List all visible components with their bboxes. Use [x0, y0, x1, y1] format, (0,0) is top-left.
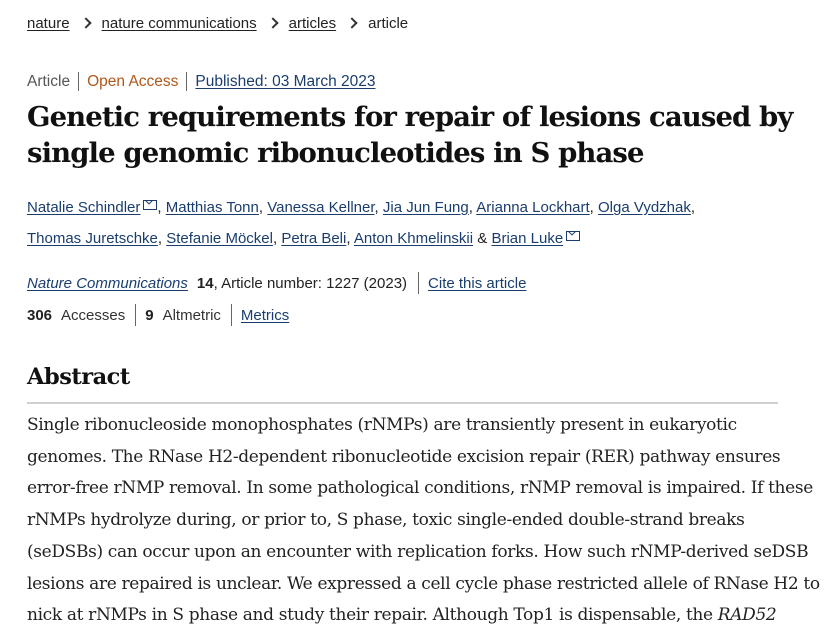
abstract-line: (seDSBs) can occur upon an encounter with replication forks. How such rNMP-derived seDSB	[27, 541, 809, 562]
abstract-text	[27, 410, 820, 632]
chevron-right-icon	[80, 17, 91, 28]
breadcrumb-link-nature[interactable]: nature	[27, 15, 70, 32]
author-ampersand: &	[477, 230, 488, 247]
page-title	[27, 99, 793, 171]
author-separator: ,	[157, 199, 162, 216]
cite-this-article-link[interactable]: Cite this article	[428, 274, 527, 292]
email-icon[interactable]	[566, 231, 580, 241]
abstract-line: genomes. The RNase H2-dependent ribonucleotide excision repair (RER) pathway ensures	[27, 446, 781, 467]
email-icon[interactable]	[143, 200, 157, 210]
article-type: Article	[27, 72, 71, 90]
author-link[interactable]: Matthias Tonn	[165, 199, 259, 216]
author-list	[27, 192, 787, 254]
author-link[interactable]: Brian Luke	[491, 230, 564, 247]
chevron-right-icon	[346, 17, 357, 28]
divider	[231, 304, 232, 326]
article-metrics	[27, 304, 289, 326]
gene-name: RAD52	[717, 605, 777, 626]
altmetric-count: 9	[145, 306, 154, 324]
abstract-line: rNMPs hydrolyze during, or prior to, S phase, toxic single-ended double-strand breaks	[27, 510, 745, 531]
article-number: , Article number: 1227 (2023)	[213, 274, 408, 292]
divider	[186, 72, 187, 91]
author-link[interactable]: Stefanie Möckel	[166, 230, 273, 247]
abstract-line: lesions are repaired is unclear. We expressed a cell cycle phase restricted allele of RNase H2 to	[27, 573, 820, 594]
author-link[interactable]: Jia Jun Fung	[382, 199, 469, 216]
published-date-link[interactable]: Published: 03 March 2023	[195, 72, 376, 90]
author-link[interactable]: Vanessa Kellner	[267, 199, 375, 216]
author-link[interactable]: Thomas Juretschke	[27, 230, 158, 247]
author-link[interactable]: Natalie Schindler	[27, 199, 141, 216]
abstract-heading: Abstract	[27, 364, 130, 390]
abstract-line-last	[27, 600, 787, 632]
author-separator: ,	[272, 230, 278, 247]
abstract-line: error-free rNMP removal. In some pathological conditions, rNMP removal is impaired. If these	[27, 478, 813, 499]
breadcrumb-link-nature-communications[interactable]: nature communications	[101, 15, 257, 32]
divider	[135, 304, 136, 326]
open-access-badge: Open Access	[87, 72, 179, 90]
author-separator: ,	[258, 199, 264, 216]
author-separator: ,	[468, 199, 473, 216]
title-line: single genomic ribonucleotides in S phase	[27, 137, 644, 169]
author-link[interactable]: Arianna Lockhart	[476, 199, 590, 216]
author-link[interactable]: Petra Beli	[281, 230, 347, 247]
volume-number: 14	[196, 274, 214, 292]
citation-line	[27, 272, 526, 294]
author-link[interactable]: Olga Vydzhak	[598, 199, 691, 216]
accesses-label: Accesses	[61, 306, 126, 324]
breadcrumb	[27, 15, 408, 32]
author-separator: ,	[374, 199, 379, 216]
journal-link[interactable]: Nature Communications	[27, 274, 188, 292]
metrics-link[interactable]: Metrics	[240, 306, 290, 324]
author-separator: ,	[157, 230, 163, 247]
title-line: Genetic requirements for repair of lesions caused by	[27, 101, 793, 133]
author-separator: ,	[589, 199, 594, 216]
abstract-divider	[27, 402, 778, 404]
author-separator: ,	[690, 199, 696, 216]
altmetric-label: Altmetric	[162, 306, 221, 324]
author-separator: ,	[346, 230, 351, 247]
breadcrumb-current: article	[368, 15, 409, 32]
article-meta	[27, 72, 376, 91]
chevron-right-icon	[267, 17, 278, 28]
abstract-line-text: nick at rNMPs in S phase and study their repair. Although Top1 is dispensable, the	[27, 605, 718, 626]
author-link[interactable]: Anton Khmelinskii	[353, 230, 474, 247]
accesses-count: 306	[27, 306, 53, 324]
breadcrumb-link-articles[interactable]: articles	[288, 15, 337, 32]
divider	[78, 72, 79, 91]
abstract-line: Single ribonucleoside monophosphates (rNMPs) are transiently present in eukaryotic	[27, 415, 737, 435]
divider	[418, 272, 419, 294]
